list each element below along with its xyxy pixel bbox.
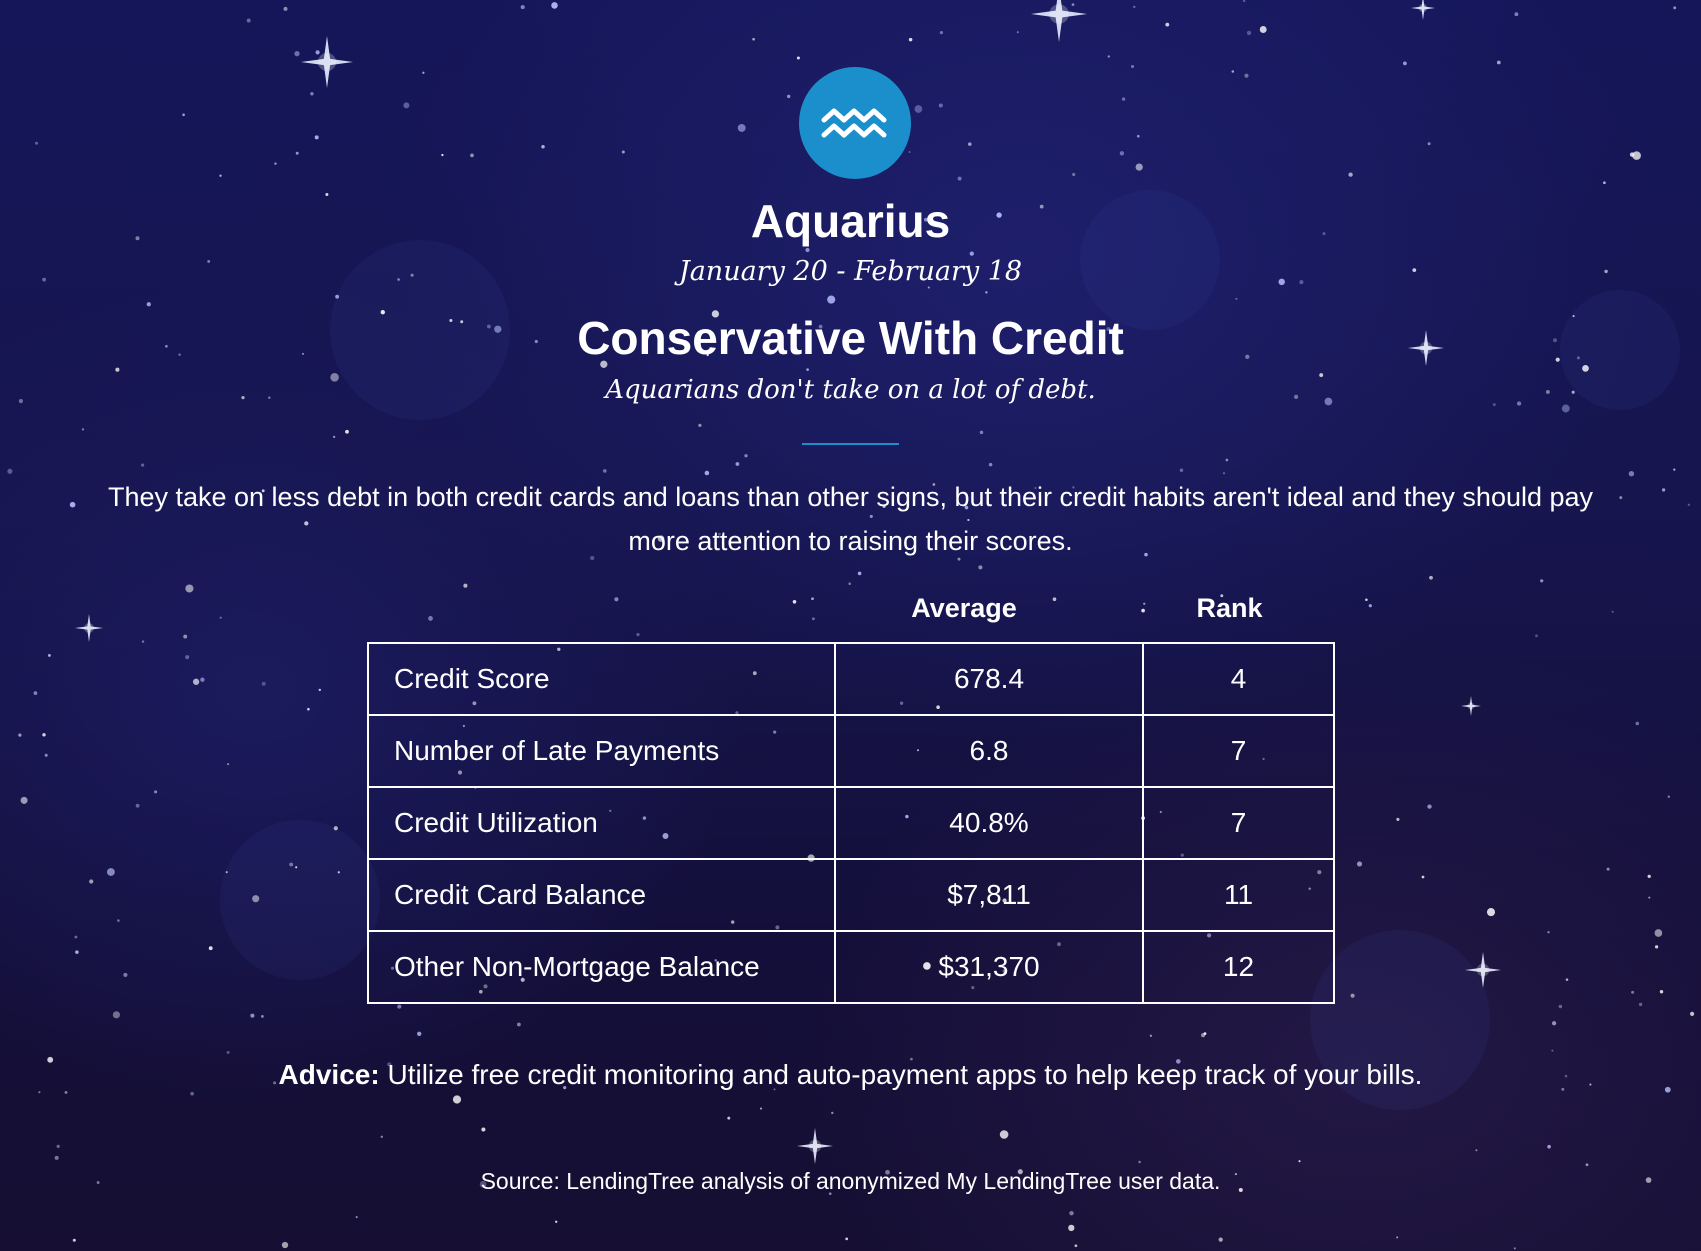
table-row — [368, 859, 1334, 931]
section-divider — [802, 443, 899, 445]
table-row — [368, 931, 1334, 1003]
stats-table — [367, 642, 1335, 1004]
rank-value: 7 — [1143, 715, 1334, 787]
description: They take on less debt in both credit cards and loans than other signs, but their credit habits aren't ideal and they should pay more attention to raising their scores. — [107, 482, 1594, 556]
metric-label: Number of Late Payments — [368, 715, 835, 787]
metric-label: Other Non-Mortgage Balance — [368, 931, 835, 1003]
average-value: $31,370 — [835, 931, 1143, 1003]
headline: Conservative With Credit — [577, 312, 1124, 364]
metric-label: Credit Utilization — [368, 787, 835, 859]
aquarius-symbol-icon — [799, 67, 911, 179]
table-row — [368, 715, 1334, 787]
table-row — [368, 643, 1334, 715]
rank-value: 4 — [1143, 643, 1334, 715]
average-value: 40.8% — [835, 787, 1143, 859]
rank-value: 11 — [1143, 859, 1334, 931]
sign-dates: January 20 - February 18 — [678, 256, 1023, 287]
source-note: Source: LendingTree analysis of anonymized My LendingTree user data. — [480, 1168, 1221, 1194]
advice-label: Advice: — [278, 1059, 380, 1090]
advice — [0, 1055, 1701, 1095]
rank-value: 12 — [1143, 931, 1334, 1003]
metric-label: Credit Card Balance — [368, 859, 835, 931]
average-value: $7,811 — [835, 859, 1143, 931]
average-value: 678.4 — [835, 643, 1143, 715]
column-header-average: Average — [911, 593, 1017, 623]
average-value: 6.8 — [835, 715, 1143, 787]
metric-label: Credit Score — [368, 643, 835, 715]
rank-value: 7 — [1143, 787, 1334, 859]
subheadline: Aquarians don't take on a lot of debt. — [605, 375, 1096, 405]
table-row — [368, 787, 1334, 859]
sign-name: Aquarius — [750, 195, 951, 247]
column-header-rank: Rank — [1196, 593, 1263, 623]
advice-text: Utilize free credit monitoring and auto-payment apps to help keep track of your bills. — [379, 1059, 1423, 1090]
